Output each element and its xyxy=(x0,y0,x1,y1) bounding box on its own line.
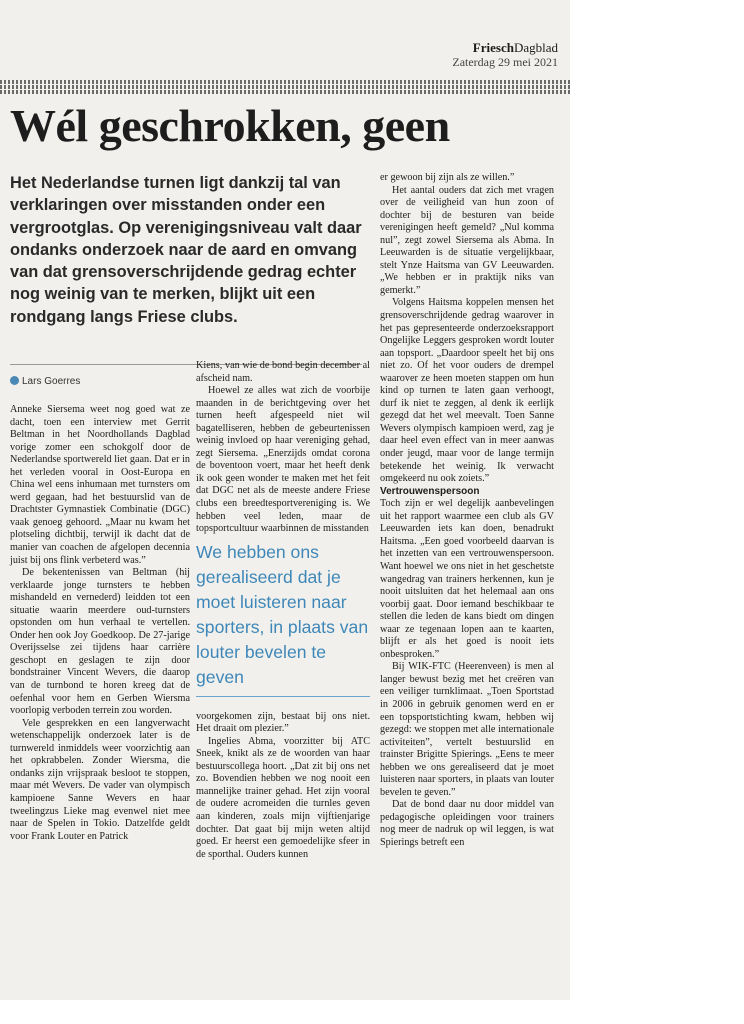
paragraph: Kiens, van wie de bond begin december al afscheid nam. xyxy=(196,360,370,384)
paragraph: Dat de bond daar nu door middel van pedagogische opleidingen voor trainers nog meer de nadruk op wil leggen, is wat Spierings betreft een xyxy=(380,799,554,848)
author-name: Lars Goerres xyxy=(22,376,81,387)
paragraph: Het aantal ouders dat zich met vragen over de veiligheid van hun zoon of dochter bij de besturen van beide verenigingen heeft gemeld? „Nul komma nul”, zegt zowel Siersema als Abma. In Leeuwarden is de situatie vergelijkbaar, stelt Ynze Haitsma van GV Leeuwarden. „We hebben er in praktijk niks van gemerkt.” xyxy=(380,184,554,296)
text-column-3 xyxy=(380,172,554,850)
byline xyxy=(10,376,80,387)
masthead xyxy=(452,40,558,70)
paragraph: Toch zijn er wel degelijk aanbevelingen uit het rapport waarmee een club als GV Leeuwarden iets kan doen, benadrukt Haitsma. „Een goed voorbeeld daarvan is het inzetten van een vertrouwenspersoon. Want hoewel we ons niet in het geschetste wangedrag van trainers herkennen, kun je nooit uitsluiten dat het helemaal aan ons voorbij gaat. Door iemand beschikbaar te stellen die leden de kans biedt om dingen waar ze tegenaan lopen aan te kaarten, blijft er als het goed is nooit iets onbesproken.” xyxy=(380,498,554,660)
paragraph: Hoewel ze alles wat zich de voorbije maanden in de berichtgeving over het turnen heeft afgespeeld niet wil bagatelliseren, hebben de gebeurtenissen weinig invloed op haar vereniging gehad, zegt Siersema. „Enerzijds omdat corona de boventoon voert, maar het heeft denk ik ook geen wonder te maken met het feit dat DGC net als de meeste andere Friese clubs een breedtesportvereniging is. We hebben veel leden, maar de topsportcultuur waarbinnen de misstanden xyxy=(196,385,370,535)
paragraph: De bekentenissen van Beltman (hij verklaarde jonge turnsters te hebben mishandeld en vernederd) leidden tot een situatie waarin meerdere oud-turnsters opstonden om hun verhaal te vertellen. Onder hen ook Joy Goedkoop. De 27-jarige Overijsselse zei tijdens haar carrière geschopt en geslagen te zijn door bondstrainer Vincent Wevers, die daarop van de turnbond te horen kreeg dat de oefenhal voor hem en Gerben Wiersma voorlopig verboden terrein zou worden. xyxy=(10,567,190,717)
article-lead: Het Nederlandse turnen ligt dankzij tal van verklaringen over misstanden onder een vergrootglas. Op verenigingsniveau valt daar ondanks onderzoek naar de aard en omvang van dat grensoverschrijdende gedrag echter nog weinig van te merken, blijkt uit een rondgang langs Friese clubs. xyxy=(10,174,362,326)
paragraph: Volgens Haitsma koppelen mensen het grensoverschrijdende gedrag waarover in het pas gepresenteerde onderzoeksrapport Ongelijke Leggers gesproken wordt louter aan topsport. „Daardoor speelt het bij ons niet zo. Of het voor ouders de drempel waarover ze heen moeten stappen om hun kind op turnen te laten gaan verhoogt, durf ik niet te zeggen, al denk ik eerlijk gezegd dat het wel meevalt. Toen Sanne Wevers olympisch kampioen werd, zag je daar heel even effect van in meer aanwas onder jeugd, maar voor de lange termijn betekende het weinig. Ik verwacht omgekeerd nu ook zoiets.” xyxy=(380,297,554,485)
dotted-divider xyxy=(0,90,570,94)
publication-date: Zaterdag 29 mei 2021 xyxy=(452,55,558,69)
dotted-divider xyxy=(0,85,570,89)
article-headline: Wél geschrokken, geen xyxy=(10,100,450,151)
author-icon xyxy=(10,376,19,385)
paragraph: er gewoon bij zijn als ze willen.” xyxy=(380,172,515,183)
section-subhead: Vertrouwenspersoon xyxy=(380,485,480,497)
text-column-1 xyxy=(10,404,190,843)
paragraph: Ingelies Abma, voorzitter bij ATC Sneek, knikt als ze de woorden van haar bestuurscollega hoort. „Dat zit bij ons net zo. Bovendien hebben we nog nooit een mannelijke trainer gehad. Het zijn vooral de oudere acromeiden die turnles geven aan kinderen, zoals mijn vijftienjarige dochter. Dat gaat bij mijn weten altijd goed. Er heerst een gemoedelijke sfeer in de sporthal. Ouders kunnen xyxy=(196,735,370,860)
dotted-divider xyxy=(0,80,570,84)
paragraph: Bij WIK-FTC (Heerenveen) is men al langer bewust bezig met het creëren van een veiliger turnklimaat. „Toen Sportstad in 2006 in gebruik genomen werd en er een topsportstichting kwam, hebben wij gezegd: we stoppen met alle internationale activiteiten”, vertelt bestuurslid en trainster Brigitte Spierings. „Eens te meer hebben we ons gerealiseerd dat je moet luisteren naar sporters, in plaats van louter bevelen te geven.” xyxy=(380,661,554,798)
paragraph: voorgekomen zijn, bestaat bij ons niet. Het draait om plezier.” xyxy=(196,710,370,735)
pull-quote: We hebben ons gerealiseerd dat je moet luisteren naar sporters, in plaats van louter bevelen te geven xyxy=(196,540,370,697)
text-column-2 xyxy=(196,360,370,861)
paragraph: Anneke Siersema weet nog goed wat ze dacht, toen een interview met Gerrit Beltman in het Noordhollands Dagblad vorige zomer een schokgolf door de Nederlandse sportwereld liet gaan. Dat er in het verleden vooral in Oost-Europa en China wel eens inhumaan met turnsters om werd gegaan, had het bestuurslid van de Drachtster Gymnastiek Combinatie (DGC) vaak genoeg gehoord. „Maar nu kwam het plotseling dichtbij, terwijl ik dacht dat de manier van coachen de afgelopen decennia juist bij ons flink verbeterd was.” xyxy=(10,404,190,566)
newspaper-logo: FrieschDagblad xyxy=(472,40,558,55)
paragraph: Vele gesprekken en een langverwacht wetenschappelijk onderzoek later is de turnwereld inmiddels weer voorzichtig aan het opkrabbelen. Zonder Wiersma, die ondanks zijn vrijspraak besloot te stoppen, maar mét Wevers. De vader van olympisch kampioene Sanne Wevers en haar tweelingzus Lieke mag evenwel niet mee naar de Spelen in Tokio. Datzelfde geldt voor Frank Louter en Patrick xyxy=(10,717,190,842)
